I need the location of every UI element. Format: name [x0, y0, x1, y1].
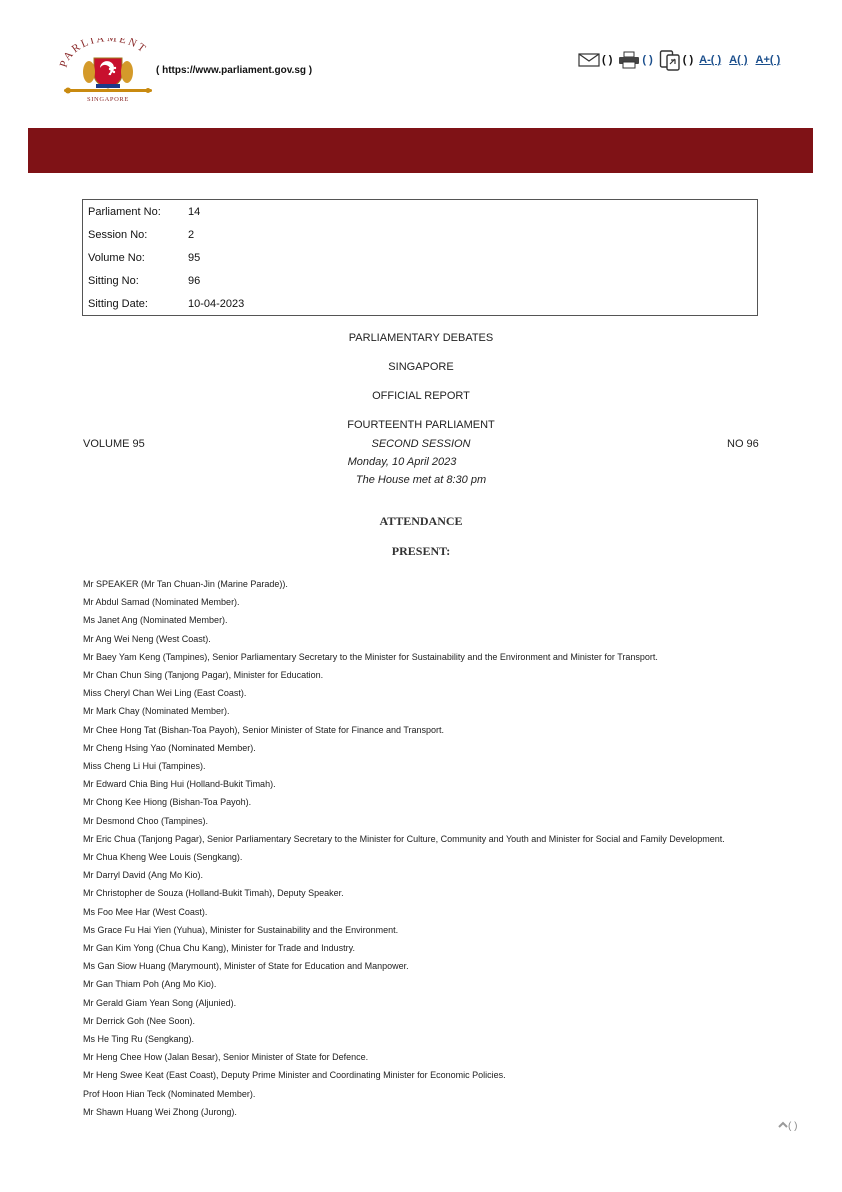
attendee-item: Mr Gan Kim Yong (Chua Chu Kang), Minister for Trade and Industry. — [83, 943, 355, 954]
report-parliament: FOURTEENTH PARLIAMENT — [347, 419, 495, 431]
report-type: OFFICIAL REPORT — [372, 390, 470, 402]
attendee-item: Mr Heng Chee How (Jalan Besar), Senior Minister of State for Defence. — [83, 1052, 369, 1063]
sitting-time: The House met at 8:30 pm — [355, 474, 487, 486]
logo-bottom-text: SINGAPORE — [87, 96, 129, 103]
attendee-item: Mr Chee Hong Tat (Bishan-Toa Payoh), Senior Minister of State for Finance and Transport. — [83, 724, 445, 735]
scroll-to-top-label: ( ) — [788, 1121, 798, 1132]
attendee-item: Mr Abdul Samad (Nominated Member). — [83, 597, 240, 608]
attendee-item: Mr Chong Kee Hiong (Bishan-Toa Payoh). — [83, 797, 252, 808]
attendance-heading: ATTENDANCE — [379, 514, 463, 528]
attendee-item: Ms Gan Siow Huang (Marymount), Minister of State for Education and Manpower. — [83, 961, 409, 972]
attendee-item: Mr Heng Swee Keat (East Coast), Deputy Prime Minister and Coordinating Minister for Economic Policies. — [83, 1070, 506, 1081]
logo-arc-text: PARLIAMENT — [58, 38, 150, 69]
meta-value: 96 — [188, 275, 201, 287]
meta-label: Volume No: — [88, 252, 145, 264]
print-button[interactable] — [618, 51, 652, 69]
parliament-logo[interactable] — [58, 38, 158, 104]
meta-value: 10-04-2023 — [188, 298, 245, 310]
attendee-item: Mr Baey Yam Keng (Tampines), Senior Parliamentary Secretary to the Minister for Sustainability and the Environment and Minister for Transport. — [83, 651, 658, 662]
attendee-item: Mr Mark Chay (Nominated Member). — [83, 706, 230, 717]
copy-link-label: ( ) — [682, 54, 694, 66]
attendance-list — [83, 575, 763, 1121]
font-decrease-link[interactable]: A-( ) — [699, 54, 722, 66]
sitting-date: Monday, 10 April 2023 — [347, 456, 457, 468]
copy-link-icon — [659, 49, 681, 71]
attendee-item: Mr Gan Thiam Poh (Ang Mo Kio). — [83, 979, 217, 990]
attendee-item: Mr Desmond Choo (Tampines). — [83, 815, 209, 826]
header-banner — [28, 128, 813, 173]
copy-link-button[interactable] — [659, 49, 693, 71]
attendee-item: Mr Cheng Hsing Yao (Nominated Member). — [83, 742, 256, 753]
envelope-icon — [578, 53, 600, 67]
number-label: NO 96 — [727, 438, 759, 450]
meta-value: 14 — [188, 206, 201, 218]
sitting-no-row — [88, 275, 200, 287]
report-title: PARLIAMENTARY DEBATES — [348, 332, 494, 344]
attendee-item: Miss Cheng Li Hui (Tampines). — [83, 761, 206, 772]
attendee-item: Mr Edward Chia Bing Hui (Holland-Bukit Timah). — [83, 779, 276, 790]
sitting-info-box — [82, 199, 758, 316]
chevron-up-icon — [778, 1121, 788, 1132]
attendee-item: Mr Ang Wei Neng (West Coast). — [83, 633, 211, 644]
volume-label: VOLUME 95 — [83, 438, 145, 450]
parliament-no-row — [88, 206, 200, 218]
meta-label: Sitting No: — [88, 275, 139, 287]
meta-label: Sitting Date: — [88, 298, 148, 310]
print-button-label: ( ) — [642, 54, 653, 66]
toolbar — [578, 48, 788, 72]
scroll-to-top-button[interactable] — [778, 1121, 797, 1132]
attendee-item: Ms He Ting Ru (Sengkang). — [83, 1034, 195, 1045]
attendee-item: Ms Janet Ang (Nominated Member). — [83, 615, 228, 626]
attendee-item: Mr Chua Kheng Wee Louis (Sengkang). — [83, 852, 243, 863]
sitting-date-row — [88, 298, 244, 310]
meta-value: 95 — [188, 252, 201, 264]
attendee-item: Mr Chan Chun Sing (Tanjong Pagar), Minister for Education. — [83, 670, 324, 681]
attendee-item: Ms Foo Mee Har (West Coast). — [83, 906, 208, 917]
present-heading: PRESENT: — [391, 544, 451, 558]
meta-label: Parliament No: — [88, 206, 161, 218]
printer-icon — [618, 51, 640, 69]
attendee-item: Mr SPEAKER (Mr Tan Chuan-Jin (Marine Parade)). — [83, 579, 288, 589]
report-country: SINGAPORE — [388, 361, 454, 373]
attendee-item: Mr Christopher de Souza (Holland-Bukit Timah), Deputy Speaker. — [83, 888, 344, 899]
attendee-item: Mr Derrick Goh (Nee Soon). — [83, 1015, 196, 1026]
attendee-item: Mr Gerald Giam Yean Song (Aljunied). — [83, 997, 237, 1008]
meta-value: 2 — [188, 229, 195, 241]
font-normal-link[interactable]: A( ) — [729, 54, 748, 66]
attendee-item: Prof Hoon Hian Teck (Nominated Member). — [83, 1088, 256, 1099]
email-button-label: ( ) — [602, 54, 613, 66]
site-url[interactable]: ( https://www.parliament.gov.sg ) — [156, 65, 313, 76]
font-increase-link[interactable]: A+( ) — [755, 54, 781, 66]
session-no-row — [88, 229, 194, 241]
attendee-item: Miss Cheryl Chan Wei Ling (East Coast). — [83, 688, 247, 699]
attendee-item: Mr Eric Chua (Tanjong Pagar), Senior Parliamentary Secretary to the Minister for Culture, Community and Youth and Minister for Social and Family Development. — [83, 833, 725, 844]
attendee-item: Mr Darryl David (Ang Mo Kio). — [83, 870, 204, 881]
email-button[interactable] — [578, 53, 612, 67]
session-label: SECOND SESSION — [371, 438, 471, 450]
volume-no-row — [88, 252, 200, 264]
attendee-item: Ms Grace Fu Hai Yien (Yuhua), Minister for Sustainability and the Environment. — [83, 924, 399, 935]
attendee-item: Mr Shawn Huang Wei Zhong (Jurong). — [83, 1106, 237, 1117]
meta-label: Session No: — [88, 229, 148, 241]
